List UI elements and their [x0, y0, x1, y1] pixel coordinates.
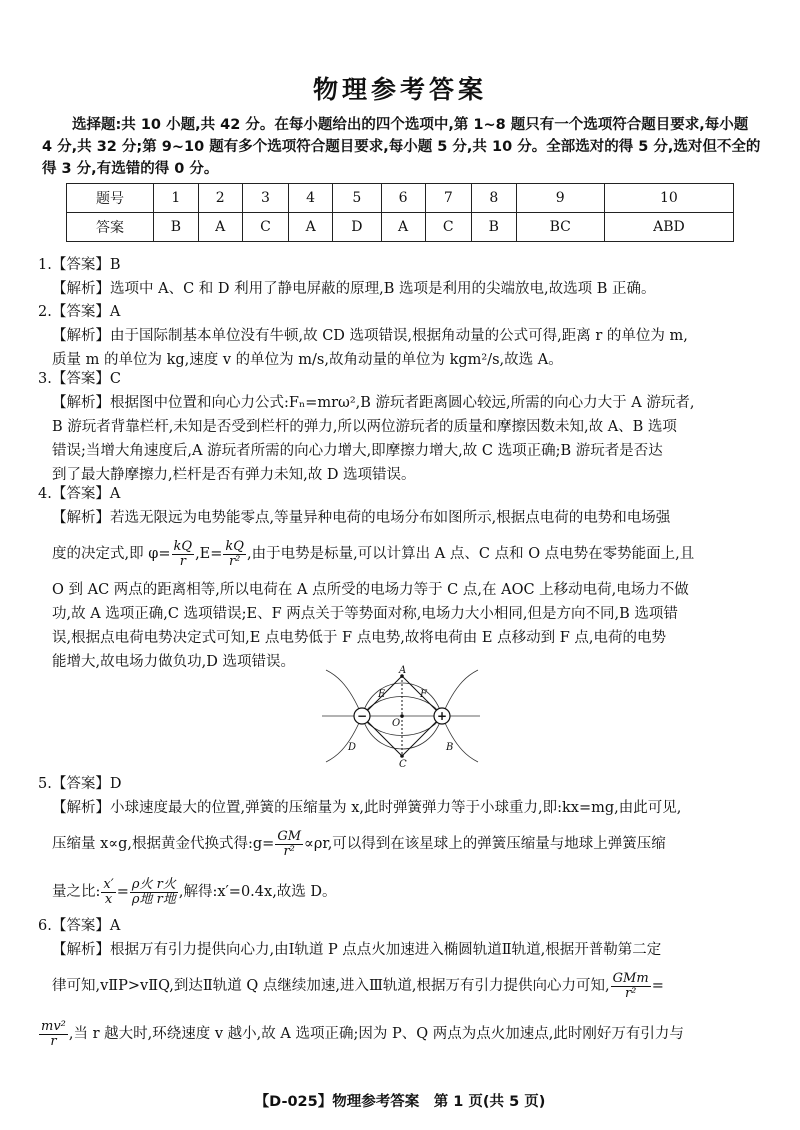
explanation-line: 功,故 A 选项正确,C 选项错误;E、F 两点关于等势面对称,电场力大小相同,但是方向不同,B 选项错	[52, 606, 678, 622]
fraction	[275, 830, 303, 859]
explanation-line: 【解析】若选无限远为电势能零点,等量异种电荷的电场分布如图所示,根据点电荷的电势和电场强	[52, 510, 671, 526]
question-1	[38, 253, 768, 301]
table-cell: 1	[154, 184, 199, 213]
explanation-math-line	[38, 1010, 768, 1058]
label-c: C	[399, 759, 407, 768]
answer-heading: 3.【答案】C	[38, 371, 121, 387]
answer-heading: 6.【答案】A	[38, 918, 121, 934]
table-cell: B	[471, 213, 516, 242]
fraction	[611, 972, 651, 1001]
denominator: r²	[228, 553, 241, 569]
label-o: O	[392, 718, 401, 729]
label-e: E	[378, 689, 386, 700]
explanation-math-line	[38, 530, 768, 578]
table-cell: 7	[425, 184, 471, 213]
label-a: A	[399, 665, 407, 676]
numerator: GM	[277, 828, 302, 844]
answer-heading: 2.【答案】A	[38, 304, 121, 320]
fraction	[223, 540, 246, 569]
intro-paragraph: 选择题:共 10 小题,共 42 分。在每小题给出的四个选项中,第 1~8 题只有一个选项符合题目要求,每小题 4 分,共 32 分;第 9~10 题有多个选项符合题目要求,每小题 5 分,共 10 分。全部选对的得 5 分,选对但不全的得 3 分,有选错的得 0 分。	[42, 117, 761, 177]
table-cell: ABD	[604, 213, 733, 242]
explanation-line: 【解析】由于国际制基本单位没有牛顿,故 CD 选项错误,根据角动量的公式可得,距离 r 的单位为 m,	[52, 328, 688, 344]
table-cell: A	[381, 213, 425, 242]
explanation-math-line	[38, 820, 768, 868]
answer-heading: 4.【答案】A	[38, 486, 121, 502]
denominator: r²	[283, 843, 295, 859]
text-run: 度的决定式,即 φ=	[52, 546, 171, 562]
table-row	[67, 184, 734, 213]
denominator: ρ地 r地	[131, 891, 176, 907]
answer-heading: 5.【答案】D	[38, 776, 122, 792]
table-row	[67, 213, 734, 242]
table-answer-label: 答案	[67, 213, 154, 242]
text-run: 律可知,vⅡP>vⅡQ,到达Ⅱ轨道 Q 点继续加速,进入Ⅲ轨道,根据万有引力提供向心力可知,	[52, 978, 610, 994]
explanation-math-line	[38, 962, 768, 1010]
text-run: ,当 r 越大时,环绕速度 v 越小,故 A 选项正确;因为 P、Q 两点为点火加速点,此时刚好万有引力与	[68, 1026, 684, 1042]
fraction	[101, 878, 115, 907]
numerator: kQ	[173, 538, 193, 554]
table-cell: B	[154, 213, 199, 242]
point-c	[400, 754, 404, 758]
question-4	[38, 482, 768, 674]
denominator: r	[50, 1033, 57, 1049]
text-run: ,E=	[195, 546, 223, 562]
text-run: =	[116, 884, 129, 900]
numerator: GMm	[612, 970, 649, 986]
table-cell: BC	[516, 213, 604, 242]
explanation-line: 到了最大静摩擦力,栏杆是否有弹力未知,故 D 选项错误。	[52, 467, 416, 483]
table-cell: 9	[516, 184, 604, 213]
denominator: x	[104, 891, 113, 907]
explanation-line: 质量 m 的单位为 kg,速度 v 的单位为 m/s,故角动量的单位为 kgm²/s,故选 A。	[52, 352, 563, 368]
answer-heading: 1.【答案】B	[38, 257, 121, 273]
explanation-line: O 到 AC 两点的距离相等,所以电荷在 A 点所受的电场力等于 C 点,在 AOC 上移动电荷,电场力不做	[52, 582, 689, 598]
table-cell: 4	[289, 184, 333, 213]
explanation-line: 误,根据点电荷电势决定式可知,E 点电势低于 F 点电势,故将电荷由 E 点移动到 F 点,电荷的电势	[52, 630, 666, 646]
question-5	[38, 772, 768, 916]
minus-sign: −	[356, 709, 368, 723]
text-run: ∝ρr,可以得到在该星球上的弹簧压缩量与地球上弹簧压缩	[304, 836, 666, 852]
text-run: ,解得:x′=0.4x,故选 D。	[178, 884, 337, 900]
label-b: B	[446, 742, 454, 753]
numerator: ρ火 r火	[131, 876, 176, 892]
table-cell: A	[289, 213, 333, 242]
question-3	[38, 367, 768, 487]
question-2	[38, 300, 768, 372]
table-cell: D	[333, 213, 381, 242]
field-line	[442, 716, 478, 762]
label-d: D	[348, 742, 357, 753]
table-header-label: 题号	[67, 184, 154, 213]
explanation-line: 【解析】选项中 A、C 和 D 利用了静电屏蔽的原理,B 选项是利用的尖端放电,故选项 B 正确。	[52, 281, 656, 297]
electric-field-diagram	[318, 664, 483, 768]
fraction	[39, 1020, 68, 1049]
label-f: F	[420, 689, 427, 700]
table-cell: 2	[198, 184, 242, 213]
page-title: 物理参考答案	[312, 75, 487, 104]
denominator: r	[179, 553, 186, 569]
numerator: x′	[103, 876, 114, 892]
table-cell: A	[198, 213, 242, 242]
table-cell: 5	[333, 184, 381, 213]
numerator: kQ	[225, 538, 244, 554]
table-cell: 10	[604, 184, 733, 213]
page-footer: 【D-025】物理参考答案 第 1 页(共 5 页)	[254, 1094, 546, 1110]
table-cell: 6	[381, 184, 425, 213]
text-run: 量之比:	[52, 884, 101, 900]
table-cell: C	[425, 213, 471, 242]
point-o	[400, 714, 404, 718]
numerator: mv²	[41, 1018, 66, 1034]
explanation-line: B 游玩者背靠栏杆,未知是否受到栏杆的弹力,所以两位游玩者的质量和摩擦因数未知,故 A、B 选项	[52, 419, 677, 435]
explanation-math-line	[38, 868, 768, 916]
fraction	[130, 878, 178, 907]
explanation-line: 【解析】根据万有引力提供向心力,由Ⅰ轨道 P 点点火加速进入椭圆轨道Ⅱ轨道,根据开普勒第二定	[52, 942, 662, 958]
field-line	[362, 683, 442, 716]
denominator: r²	[624, 985, 637, 1001]
field-line	[442, 670, 478, 716]
fraction	[172, 540, 195, 569]
explanation-line: 【解析】小球速度最大的位置,弹簧的压缩量为 x,此时弹簧弹力等于小球重力,即:kx=mg,由此可见,	[52, 800, 682, 816]
question-6	[38, 914, 768, 1058]
table-cell: C	[242, 213, 288, 242]
explanation-line: 错误;当增大角速度后,A 游玩者所需的向心力增大,即摩擦力增大,故 C 选项正确;B 游玩者是否达	[52, 443, 663, 459]
table-cell: 3	[242, 184, 288, 213]
text-run: =	[651, 978, 664, 994]
plus-sign: +	[436, 709, 448, 723]
answer-table	[66, 183, 734, 242]
text-run: 压缩量 x∝g,根据黄金代换式得:g=	[52, 836, 275, 852]
explanation-line: 能增大,故电场力做负功,D 选项错误。	[52, 654, 295, 670]
table-cell: 8	[471, 184, 516, 213]
explanation-line: 【解析】根据图中位置和向心力公式:Fₙ=mrω²,B 游玩者距离圆心较远,所需的向心力大于 A 游玩者,	[52, 395, 695, 411]
text-run: ,由于电势是标量,可以计算出 A 点、C 点和 O 点电势在零势能面上,且	[246, 546, 695, 562]
